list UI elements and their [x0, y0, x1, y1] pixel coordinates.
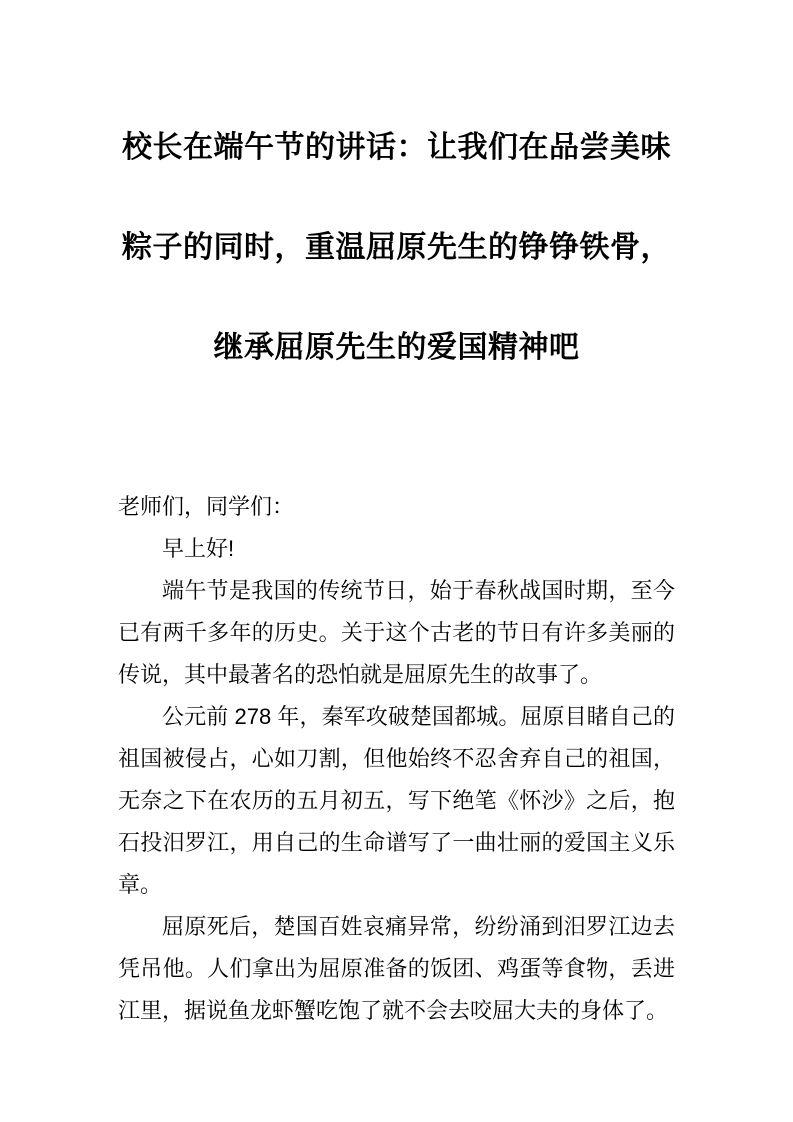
paragraph-salutation: 老师们，同学们：	[118, 494, 295, 519]
paragraph-greeting: 早上好!	[162, 536, 235, 561]
paragraph-quyuan-story: 公元前 278 年，秦军攻破楚国都城。屈原目睹自己的祖国被侵占，心如刀割，但他始终不忍舍弃自己的祖国，无奈之下在农历的五月初五，写下绝笔《怀沙》之后，抱石投汨罗江，用自己的生命谱写了一曲壮丽的爱国主义乐章。	[118, 704, 675, 897]
paragraph-after-death: 屈原死后，楚国百姓哀痛异常，纷纷涌到汨罗江边去凭吊他。人们拿出为屈原准备的饭团、鸡蛋等食物，丢进江里，据说鱼龙虾蟹吃饱了就不会去咬屈大夫的身体了。	[118, 914, 675, 1023]
document-title-line-1: 校长在端午节的讲话：让我们在品尝美味	[122, 131, 671, 164]
document-title-line-2: 粽子的同时，重温屈原先生的铮铮铁骨，	[122, 231, 671, 264]
document-title-line-3: 继承屈原先生的爱国精神吧	[213, 331, 580, 364]
document-title	[0, 98, 793, 398]
document-body	[118, 486, 675, 1032]
paragraph-festival-origin: 端午节是我国的传统节日，始于春秋战国时期，至今已有两千多年的历史。关于这个古老的节日有许多美丽的传说，其中最著名的恐怕就是屈原先生的故事了。	[118, 578, 675, 687]
